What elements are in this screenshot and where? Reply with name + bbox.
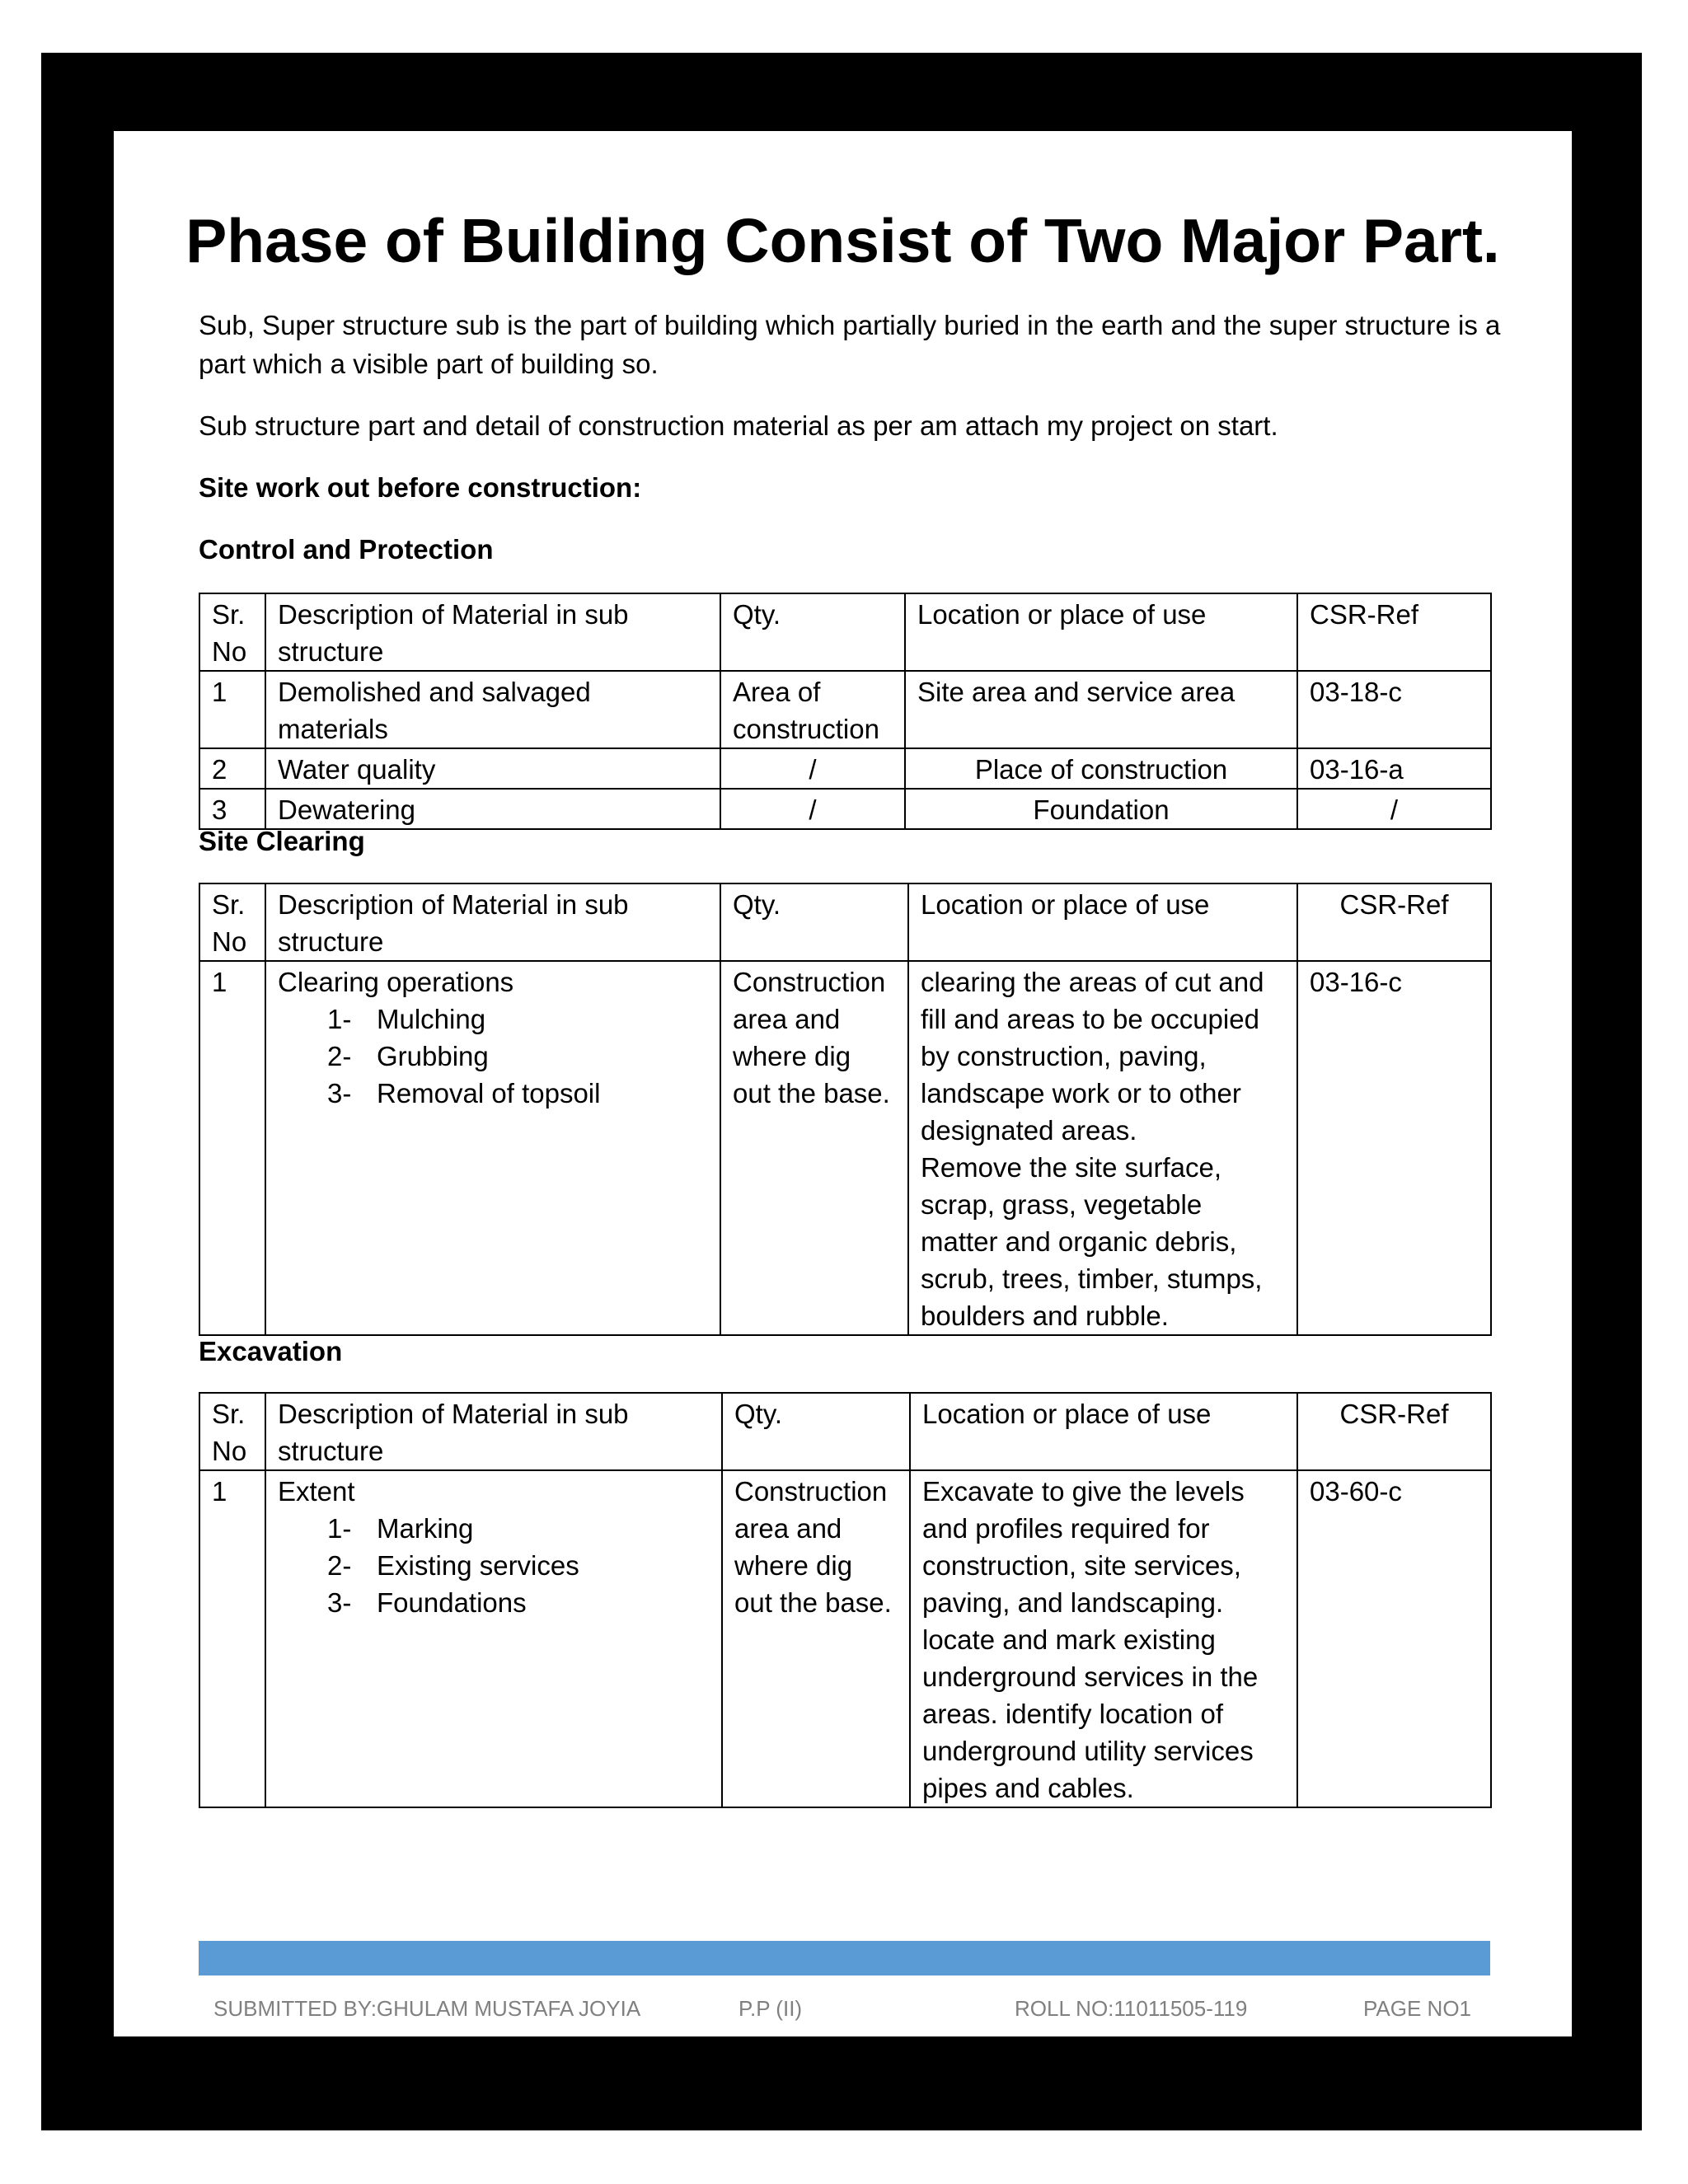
cell-sr: 1 (199, 671, 265, 748)
intro-paragraph-2: Sub structure part and detail of construction material as per am attach my project on start. (199, 410, 1278, 441)
control-protection-heading: Control and Protection (199, 534, 494, 565)
table-row (199, 748, 1491, 789)
operation-list (278, 1001, 708, 1112)
cell-sr: 1 (199, 961, 265, 1335)
list-item: 2- Grubbing (327, 1041, 489, 1071)
header-qty: Qty. (720, 883, 908, 961)
list-item: 1- Mulching (327, 1004, 486, 1034)
cell-sr: 2 (199, 748, 265, 789)
cell-location (908, 961, 1297, 1335)
cell-qty: / (720, 789, 905, 829)
intro-paragraph-1: Sub, Super structure sub is the part of building which partially buried in the earth and the super structure is a part which a visible part of building so. (199, 310, 1501, 379)
header-csr: CSR-Ref (1297, 1393, 1491, 1470)
header-location: Location or place of use (908, 883, 1297, 961)
excavation-table (199, 1392, 1492, 1808)
footer-roll-no: ROLL NO:11011505-119 (1015, 1996, 1248, 2021)
cell-location: Site area and service area (905, 671, 1297, 748)
site-clearing-heading: Site Clearing (199, 826, 365, 856)
table-header-row (199, 883, 1491, 961)
header-description: Description of Material in sub structure (265, 593, 720, 671)
cell-description (265, 961, 720, 1335)
table-row (199, 671, 1491, 748)
cell-qty: Construction area and where dig out the base. (720, 961, 908, 1335)
footer-bar (199, 1941, 1490, 1975)
header-qty: Qty. (722, 1393, 910, 1470)
document-page (114, 131, 1572, 2036)
cell-csr: 03-18-c (1297, 671, 1491, 748)
cell-csr: 03-16-a (1297, 748, 1491, 789)
table-row (199, 961, 1491, 1335)
header-sr: Sr. No (199, 593, 265, 671)
cell-location: Place of construction (905, 748, 1297, 789)
cell-qty: Construction area and where dig out the base. (722, 1470, 910, 1807)
cell-location: Excavate to give the levels and profiles required for construction, site services, paving, and landscaping. locate and mark existing underground services in the areas. identify location of underground utility services pipes and cables. (910, 1470, 1297, 1807)
header-qty: Qty. (720, 593, 905, 671)
table-row (199, 1470, 1491, 1807)
location-text-2: Remove the site surface, scrap, grass, vegetable matter and organic debris, scrub, trees, timber, stumps, boulders and rubble. (921, 1152, 1263, 1331)
table-header-row (199, 593, 1491, 671)
cell-description: Water quality (265, 748, 720, 789)
cell-csr: 03-16-c (1297, 961, 1491, 1335)
footer-course: P.P (II) (738, 1996, 803, 2021)
header-csr: CSR-Ref (1297, 593, 1491, 671)
control-protection-table (199, 593, 1492, 830)
cell-csr: / (1297, 789, 1491, 829)
page-title: Phase of Building Consist of Two Major Part. (185, 206, 1500, 275)
list-item: 3- Foundations (327, 1587, 527, 1618)
site-clearing-table (199, 883, 1492, 1336)
description-title: Clearing operations (278, 967, 514, 997)
cell-qty: Area of construction (720, 671, 905, 748)
cell-location: Foundation (905, 789, 1297, 829)
header-csr: CSR-Ref (1297, 883, 1491, 961)
header-description: Description of Material in sub structure (265, 883, 720, 961)
list-item: 2- Existing services (327, 1550, 579, 1581)
extent-list (278, 1510, 710, 1621)
excavation-heading: Excavation (199, 1336, 343, 1366)
cell-sr: 3 (199, 789, 265, 829)
header-location: Location or place of use (910, 1393, 1297, 1470)
footer-submitted-by: SUBMITTED BY:GHULAM MUSTAFA JOYIA (213, 1996, 641, 2021)
table-header-row (199, 1393, 1491, 1470)
site-work-heading: Site work out before construction: (199, 472, 642, 503)
header-sr: Sr. No (199, 883, 265, 961)
header-location: Location or place of use (905, 593, 1297, 671)
location-text-1: clearing the areas of cut and fill and areas to be occupied by construction, paving, landscape work or to other designated areas. (921, 967, 1264, 1146)
footer-page-number: PAGE NO1 (1363, 1996, 1472, 2021)
description-title: Extent (278, 1476, 355, 1507)
cell-qty: / (720, 748, 905, 789)
list-item: 3- Removal of topsoil (327, 1078, 601, 1108)
list-item: 1- Marking (327, 1513, 474, 1544)
header-sr: Sr. No (199, 1393, 265, 1470)
cell-description: Demolished and salvaged materials (265, 671, 720, 748)
cell-description (265, 1470, 722, 1807)
cell-description: Dewatering (265, 789, 720, 829)
cell-csr: 03-60-c (1297, 1470, 1491, 1807)
cell-sr: 1 (199, 1470, 265, 1807)
header-description: Description of Material in sub structure (265, 1393, 722, 1470)
